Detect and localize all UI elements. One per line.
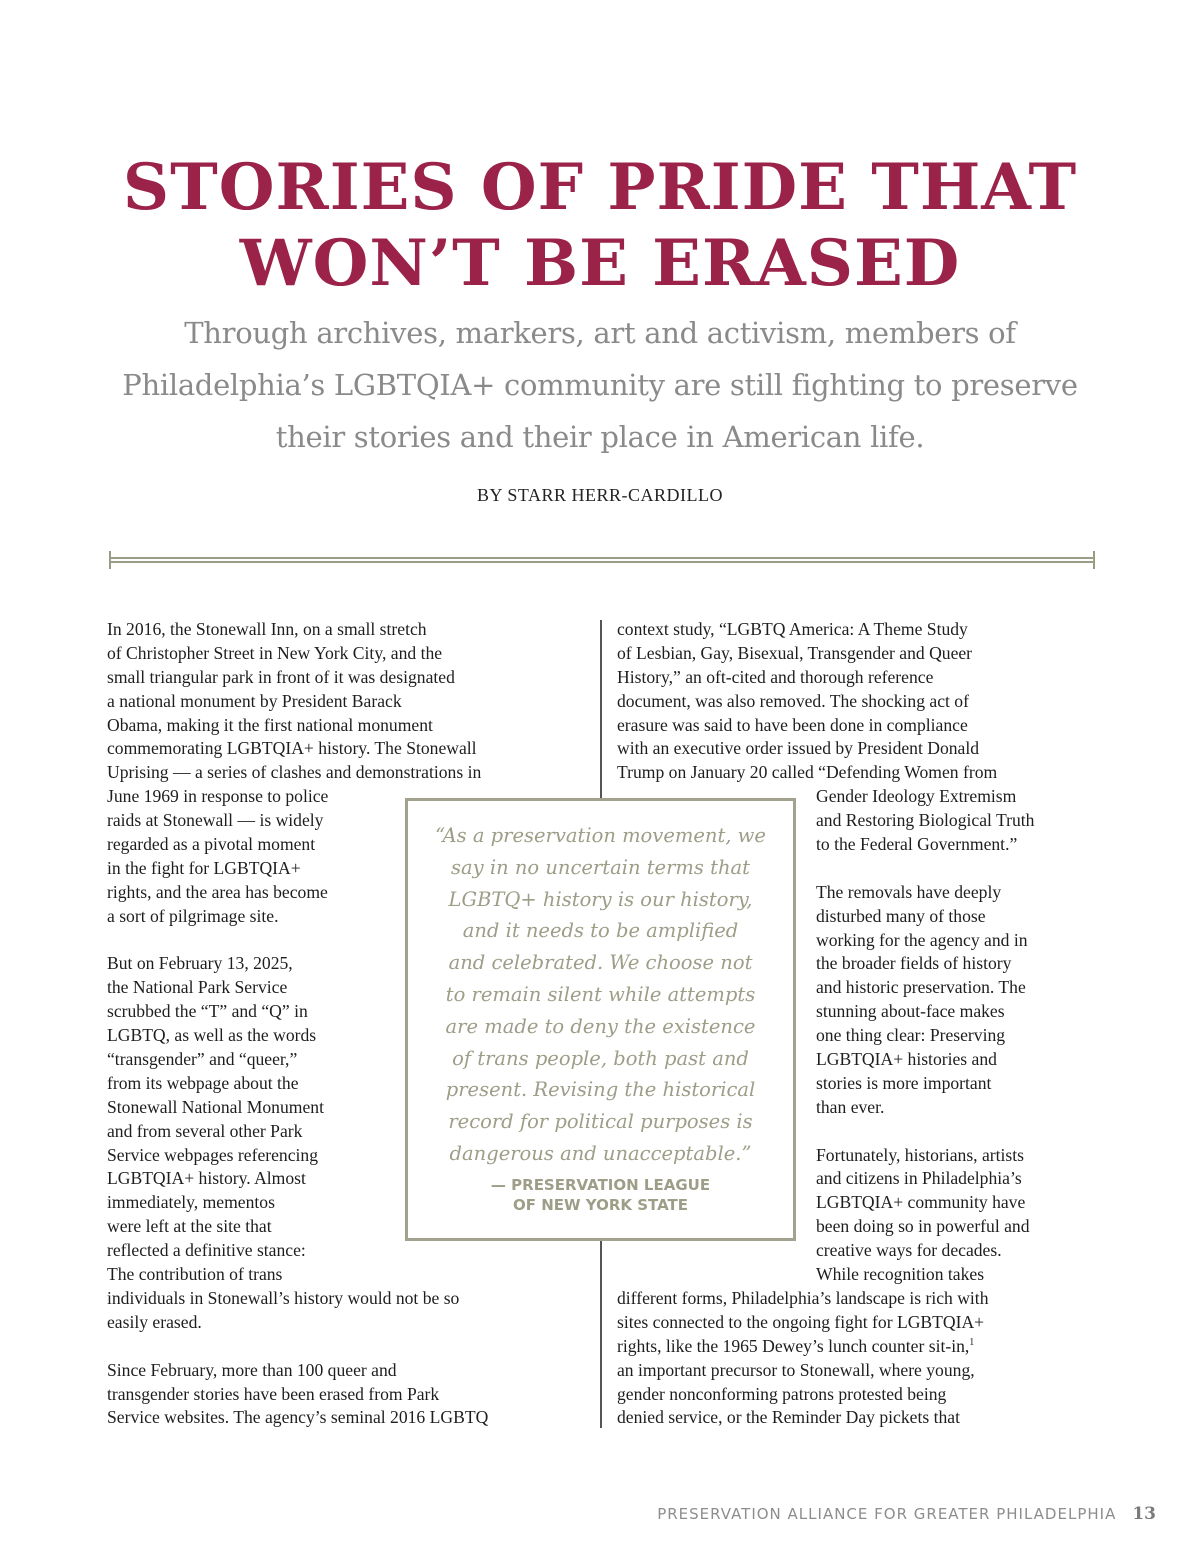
column-divider-top xyxy=(600,620,602,798)
body-text-line: LGBTQIA+ histories and xyxy=(816,1049,997,1070)
subtitle-line-1: Through archives, markers, art and activism, members of xyxy=(184,316,1016,350)
body-text-line: Stonewall National Monument xyxy=(107,1096,324,1117)
body-text-line: Obama, making it the first national monument xyxy=(107,714,433,735)
body-text-line: LGBTQIA+ history. Almost xyxy=(107,1168,306,1189)
body-text-line: of Lesbian, Gay, Bisexual, Transgender and Queer xyxy=(617,642,973,663)
subtitle-line-3: their stories and their place in American life. xyxy=(275,420,925,454)
body-text-line: LGBTQ, as well as the words xyxy=(107,1025,317,1046)
pull-quote-line: dangerous and unacceptable.” xyxy=(449,1141,752,1165)
body-text-line: Service webpages referencing xyxy=(107,1144,319,1165)
body-text-line: “transgender” and “queer,” xyxy=(107,1049,298,1070)
pull-quote-line: “As a preservation movement, we xyxy=(435,824,766,847)
body-text-line: June 1969 in response to police xyxy=(107,786,329,807)
body-text-line: While recognition takes xyxy=(816,1264,985,1285)
pull-quote-line: of trans people, both past and xyxy=(452,1046,749,1070)
pull-quote-line: say in no uncertain terms that xyxy=(451,855,750,879)
body-text-line: from its webpage about the xyxy=(107,1072,299,1093)
body-text-line: commemorating LGBTQIA+ history. The Stonewall xyxy=(107,738,477,759)
pull-quote-line: present. Revising the historical xyxy=(445,1078,756,1102)
pull-quote-text xyxy=(408,820,793,1170)
body-text-line: gender nonconforming patrons protested being xyxy=(617,1383,947,1404)
body-text-line: regarded as a pivotal moment xyxy=(107,834,316,855)
section-divider-rule xyxy=(109,551,1095,569)
body-text-line: different forms, Philadelphia’s landscape is rich with xyxy=(617,1287,989,1308)
pull-quote-attribution xyxy=(408,1175,793,1215)
body-text-line: the broader fields of history xyxy=(816,953,1012,974)
pull-quote-line: LGBTQ+ history is our history, xyxy=(448,887,753,911)
body-text-line: and from several other Park xyxy=(107,1120,303,1141)
body-text-line: one thing clear: Preserving xyxy=(816,1025,1006,1046)
body-text-line: Trump on January 20 called “Defending Women from xyxy=(617,762,998,783)
attribution-line-1: — PRESERVATION LEAGUE xyxy=(490,1176,711,1194)
body-text-line: transgender stories have been erased from Park xyxy=(107,1383,440,1404)
rule-line-bottom xyxy=(109,561,1095,563)
body-text-line: small triangular park in front of it was designated xyxy=(107,666,455,687)
paragraph-gap xyxy=(107,1335,587,1359)
pull-quote-line: record for political purposes is xyxy=(448,1110,753,1134)
body-text-line: raids at Stonewall — is widely xyxy=(107,810,324,831)
body-text-line: History,” an oft-cited and thorough reference xyxy=(617,666,934,687)
page-footer xyxy=(657,1504,1156,1524)
body-text-line: a national monument by President Barack xyxy=(107,690,402,711)
page-number: 13 xyxy=(1132,1504,1156,1524)
title-line-1: STORIES OF PRIDE THAT xyxy=(122,150,1078,225)
body-text-line: creative ways for decades. xyxy=(816,1240,1002,1261)
rule-line-top xyxy=(109,557,1095,559)
body-text-line: easily erased. xyxy=(107,1311,202,1332)
body-text-line: Fortunately, historians, artists xyxy=(816,1144,1025,1165)
body-text-line: Uprising — a series of clashes and demonstrations in xyxy=(107,762,482,783)
body-text-line: The removals have deeply xyxy=(816,881,1002,902)
byline: BY STARR HERR-CARDILLO xyxy=(477,485,723,505)
footer-organization: PRESERVATION ALLIANCE FOR GREATER PHILADELPHIA xyxy=(657,1505,1117,1523)
body-text-line: In 2016, the Stonewall Inn, on a small stretch xyxy=(107,619,427,639)
body-text-line: and historic preservation. The xyxy=(816,977,1026,998)
body-text-line: erasure was said to have been done in compliance xyxy=(617,714,968,735)
title-line-2: WON’T BE ERASED xyxy=(239,226,961,301)
body-text-line: The contribution of trans xyxy=(107,1264,283,1285)
body-text-line: context study, “LGBTQ America: A Theme Study xyxy=(617,619,968,639)
body-text-line: and Restoring Biological Truth xyxy=(816,810,1035,831)
body-text-line: stunning about-face makes xyxy=(816,1001,1005,1022)
article-subtitle xyxy=(60,307,1140,463)
body-text-line: of Christopher Street in New York City, and the xyxy=(107,642,443,663)
body-text-line: reflected a definitive stance: xyxy=(107,1240,306,1261)
body-text-line: working for the agency and in xyxy=(816,929,1028,950)
column-divider-bottom xyxy=(600,1240,602,1428)
footnote-marker: 1 xyxy=(969,1336,975,1348)
subtitle-line-2: Philadelphia’s LGBTQIA+ community are still fighting to preserve xyxy=(122,368,1078,402)
pull-quote-line: and celebrated. We choose not xyxy=(448,951,753,975)
article-title xyxy=(0,150,1200,302)
pull-quote-box xyxy=(405,798,796,1241)
body-text-line: disturbed many of those xyxy=(816,905,986,926)
body-text-line: than ever. xyxy=(816,1096,885,1117)
body-text-line: immediately, mementos xyxy=(107,1192,275,1213)
body-text-line: in the fight for LGBTQIA+ xyxy=(107,857,301,878)
body-text-line: scrubbed the “T” and “Q” in xyxy=(107,1001,308,1022)
body-text-line: Since February, more than 100 queer and xyxy=(107,1359,397,1380)
body-text-line: a sort of pilgrimage site. xyxy=(107,905,279,926)
body-text-line: to the Federal Government.” xyxy=(816,834,1018,855)
attribution-line-2: OF NEW YORK STATE xyxy=(512,1196,689,1214)
body-text-line: Gender Ideology Extremism xyxy=(816,786,1017,807)
body-text-line: denied service, or the Reminder Day pickets that xyxy=(617,1407,960,1428)
body-text-line: LGBTQIA+ community have xyxy=(816,1192,1026,1213)
body-text-line: with an executive order issued by President Donald xyxy=(617,738,980,759)
body-text-line: been doing so in powerful and xyxy=(816,1216,1030,1237)
body-text-line: stories is more important xyxy=(816,1072,992,1093)
body-text-line: an important precursor to Stonewall, where young, xyxy=(617,1359,975,1380)
body-text-line: sites connected to the ongoing fight for LGBTQIA+ xyxy=(617,1311,985,1332)
body-text-line: rights, like the 1965 Dewey’s lunch counter sit-in,$^1$ xyxy=(617,1335,975,1356)
rule-left-cap xyxy=(109,551,111,569)
pull-quote-line: and it needs to be amplified xyxy=(462,919,739,943)
body-text-line: were left at the site that xyxy=(107,1216,272,1237)
body-text-line: But on February 13, 2025, xyxy=(107,953,293,974)
body-text-line: rights, and the area has become xyxy=(107,881,328,902)
body-text-line: document, was also removed. The shocking act of xyxy=(617,690,969,711)
body-text-line: and citizens in Philadelphia’s xyxy=(816,1168,1022,1189)
body-text-line: the National Park Service xyxy=(107,977,288,998)
body-text-line: Service websites. The agency’s seminal 2016 LGBTQ xyxy=(107,1407,489,1428)
pull-quote-line: to remain silent while attempts xyxy=(445,982,756,1006)
body-text-line: individuals in Stonewall’s history would not be so xyxy=(107,1287,460,1308)
rule-right-cap xyxy=(1093,551,1095,569)
pull-quote-line: are made to deny the existence xyxy=(445,1014,756,1038)
